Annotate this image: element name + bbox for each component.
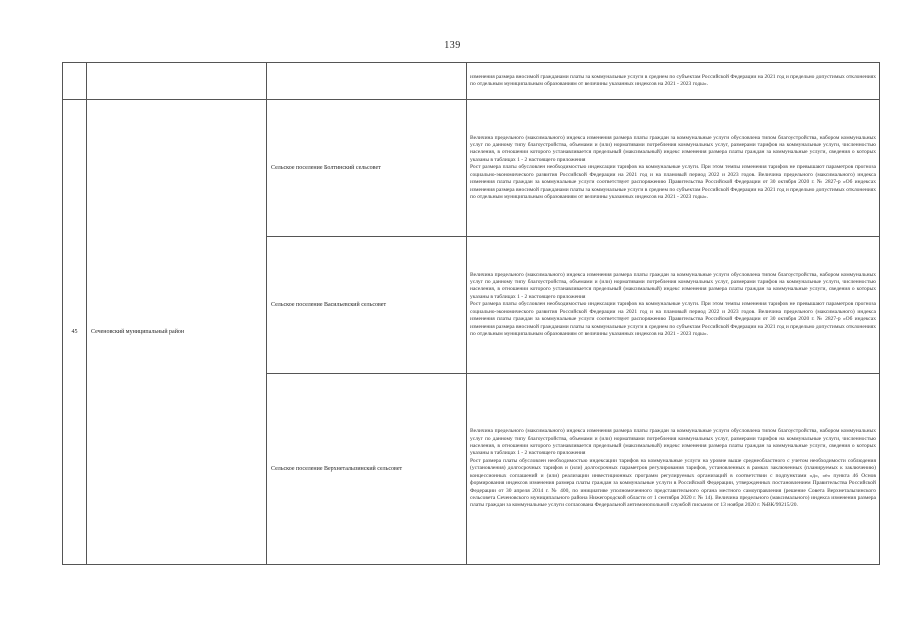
settlement-cell <box>267 63 467 100</box>
justification-paragraph: Рост размера платы обусловлен необходимостью индексации тарифов на коммунальные услуги. При этом темпы изменения тарифов не превышают параметров прогноза социально-экономического развития Российской Федерации на 2021 год и на плановый период 2022 и 2023 годов. Величина предельного (максимального) индекса изменения платы граждан за коммунальные услуги соответствует распоряжению Правительства Российской Федерации от 30 октября 2020 г. № 2827-р «Об индексах изменения размера вносимой гражданами платы за коммунальные услуги в среднем по субъектам Российской Федерации на 2021 год и предельно допустимых отклонениях по отдельным муниципальным образованиям от величины указанных индексов на 2021 - 2023 годы». <box>470 301 876 337</box>
table-row <box>63 100 880 237</box>
justification-paragraph: Величина предельного (максимального) индекса изменения размера платы граждан за коммунальные услуги обусловлена типом благоустройства, набором коммунальных услуг по данному типу благоустройства, объемами и (или) нормативами потребления коммунальных услуг, размерами тарифов на коммунальные услуги, численностью населения, в отношении которого устанавливается предельный (максимальный) индекс изменения размера платы граждан за коммунальные услуги, сведения о которых указаны в таблицах 1 - 2 настоящего приложения <box>470 134 876 163</box>
settlement-name: Сельское поселение Болтинский сельсовет <box>267 100 467 237</box>
table-row <box>63 63 880 100</box>
justification-paragraph: изменения размера вносимой гражданами платы за коммунальные услуги в среднем по субъектам Российской Федерации на 2021 год и предельно допустимых отклонениях по отдельным муниципальным образованиям от величины указанных индексов на 2021 - 2023 годы». <box>470 73 876 87</box>
district-cell <box>87 63 267 100</box>
document-table <box>62 62 880 565</box>
justification-paragraph: Величина предельного (максимального) индекса изменения размера платы граждан за коммунальные услуги обусловлена типом благоустройства, набором коммунальных услуг по данному типу благоустройства, объемами и (или) нормативами потребления коммунальных услуг, размерами тарифов на коммунальные услуги, численностью населения, в отношении которого устанавливается предельный (максимальный) индекс изменения размера платы граждан за коммунальные услуги, сведения о которых указаны в таблицах 1 - 2 настоящего приложения <box>470 271 876 300</box>
settlement-name: Сельское поселение Васильевский сельсовет <box>267 237 467 374</box>
justification-paragraph: Величина предельного (максимального) индекса изменения размера платы граждан за коммунальные услуги обусловлена типом благоустройства, набором коммунальных услуг по данному типу благоустройства, объемами и (или) нормативами потребления коммунальных услуг, размерами тарифов на коммунальные услуги, численностью населения, в отношении которого устанавливается предельный (максимальный) индекс изменения размера платы граждан за коммунальные услуги, сведения о которых указаны в таблицах 1 - 2 настоящего приложения <box>470 428 876 457</box>
district-name: Сеченовский муниципальный район <box>87 100 267 565</box>
justification-paragraph: Рост размера платы обусловлен необходимостью индексации тарифов на коммунальные услуги на уровне выше среднеобластного с учетом необходимости соблюдения (установления) долгосрочных тарифов и (или) долгосрочных параметров регулирования тарифов, установленных в рамках заключенных (планируемых к заключению) концессионных соглашений и (или) реализации инвестиционных программ регулируемых организаций в соответствии с подпунктами «д», «е» пункта 46 Основ формирования индексов изменения размера платы граждан за коммунальные услуги в Российской Федерации, утвержденных постановлением Правительства Российской Федерации от 30 апреля 2014 г. № 400, по инициативе уполномоченного представительного органа местного самоуправления (решение Совета Верхнеталызинского сельсовета Сеченовского муниципального района Нижегородской области от 1 сентября 2020 г. № 14). Величина предельного (максимального) индекса изменения размера платы граждан за коммунальные услуги согласована Федеральной антимонопольной службой письмом от 13 ноября 2020 г. №ВК/99215/20. <box>470 457 876 509</box>
page-number: 139 <box>444 40 461 51</box>
settlement-name: Сельское поселение Верхнеталызинский сельсовет <box>267 374 467 565</box>
justification-cell <box>467 374 880 565</box>
justification-paragraph: Рост размера платы обусловлен необходимостью индексации тарифов на коммунальные услуги. При этом темпы изменения тарифов не превышают параметров прогноза социально-экономического развития Российской Федерации на 2021 год и на плановый период 2022 и 2023 годов. Величина предельного (максимального) индекса изменения платы граждан за коммунальные услуги соответствует распоряжению Правительства Российской Федерации от 30 октября 2020 г. № 2827-р «Об индексах изменения размера вносимой гражданами платы за коммунальные услуги в среднем по субъектам Российской Федерации на 2021 год и предельно допустимых отклонениях по отдельным муниципальным образованиям от величины указанных индексов на 2021 - 2023 годы». <box>470 164 876 200</box>
justification-cell <box>467 237 880 374</box>
number-cell <box>63 63 87 100</box>
justification-cell <box>467 63 880 100</box>
justification-cell <box>467 100 880 237</box>
row-number: 45 <box>63 100 87 565</box>
